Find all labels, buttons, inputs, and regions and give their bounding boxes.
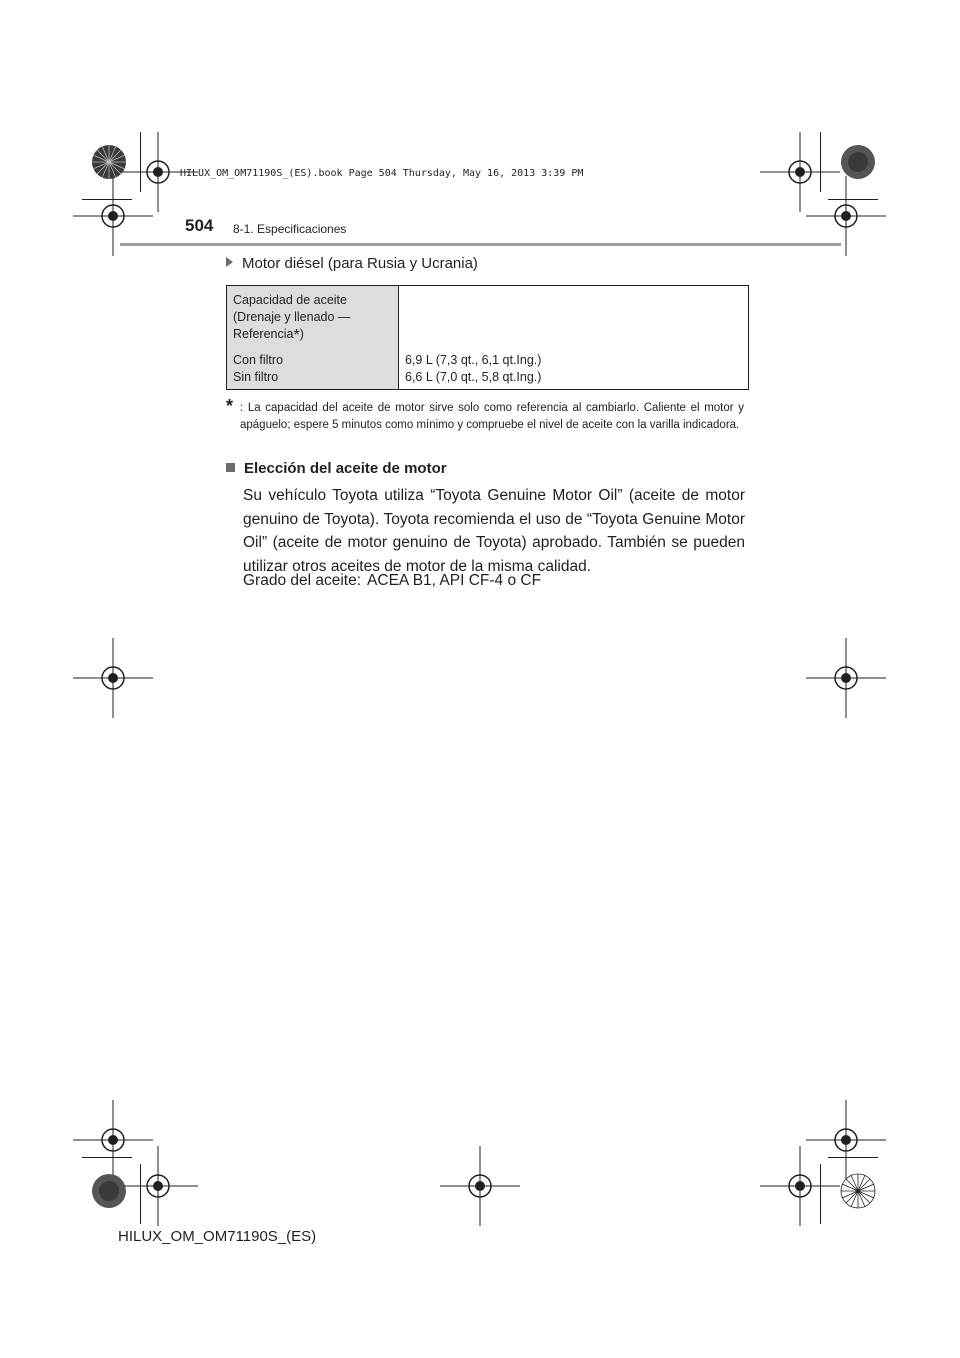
trim-line [82, 199, 132, 200]
section-heading [226, 460, 447, 477]
footnote [226, 396, 744, 434]
spec-value-column [399, 286, 748, 389]
row-value-with-filter: 6,9 L (7,3 qt., 6,1 qt.Ing.) [405, 353, 542, 367]
registration-mark-icon [440, 1146, 520, 1226]
trim-line [140, 132, 141, 192]
oil-grade-label: Grado del aceite: [243, 572, 362, 589]
square-bullet-icon [226, 463, 235, 472]
trim-line [140, 1164, 141, 1224]
spec-row-labels [233, 352, 283, 386]
footnote-star: * [226, 396, 234, 416]
oil-grade-value: ACEA B1, API CF-4 o CF [367, 572, 542, 589]
section-heading-text: Elección del aceite de motor [244, 460, 447, 477]
registration-mark-icon [73, 638, 153, 718]
registration-mark-icon [806, 638, 886, 718]
trim-line [828, 1157, 878, 1158]
radial-wheel-icon [840, 1173, 876, 1209]
trim-line [820, 132, 821, 192]
row-value-without-filter: 6,6 L (7,0 qt., 5,8 qt.Ing.) [405, 370, 542, 384]
triangle-bullet-icon [226, 257, 233, 267]
oil-capacity-table [226, 285, 749, 390]
capacity-title: Capacidad de aceite [233, 293, 347, 307]
document-code: HILUX_OM_OM71190S_(ES) [118, 1228, 317, 1245]
spec-row-values [405, 352, 541, 386]
radial-wheel-icon [91, 1173, 127, 1209]
section-title: 8-1. Especificaciones [233, 222, 347, 236]
trim-line [820, 1164, 821, 1224]
section-paragraph: Su vehículo Toyota utiliza “Toyota Genuine Motor Oil” (aceite de motor genuino de Toyota). Toyota recomienda el uso de “Toyota Genuine Motor Oil” (aceite de motor genuino de Toyota) aprobado. También se pueden utilizar otros aceites de motor de la misma calidad. [243, 487, 745, 575]
spec-label-column [227, 286, 399, 389]
capacity-reference-close: ) [299, 327, 304, 341]
trim-line [828, 199, 878, 200]
capacity-reference-text: Referencia [233, 327, 294, 341]
registration-mark-icon [806, 1100, 886, 1180]
footnote-text: : La capacidad del aceite de motor sirve solo como referencia al cambiarlo. Caliente el motor y apáguelo; espere 5 minutos como mínimo y compruebe el nivel de aceite con la varilla indicadora. [240, 402, 744, 431]
capacity-reference [233, 326, 398, 343]
capacity-subtitle: (Drenaje y llenado — [233, 310, 351, 324]
radial-wheel-icon [840, 144, 876, 180]
row-label-without-filter: Sin filtro [233, 370, 279, 384]
oil-grade-line [243, 572, 541, 590]
page-number: 504 [185, 216, 214, 235]
registration-mark-icon [118, 1146, 198, 1226]
trim-line [82, 1157, 132, 1158]
radial-wheel-icon [91, 144, 127, 180]
row-label-with-filter: Con filtro [233, 353, 284, 367]
header-rule [120, 243, 841, 246]
engine-heading [226, 255, 478, 272]
footnote-marker: * [293, 327, 300, 344]
engine-heading-text: Motor diésel (para Rusia y Ucrania) [242, 255, 478, 272]
print-stamp: HILUX_OM_OM71190S_(ES).book Page 504 Thursday, May 16, 2013 3:39 PM [180, 168, 584, 179]
